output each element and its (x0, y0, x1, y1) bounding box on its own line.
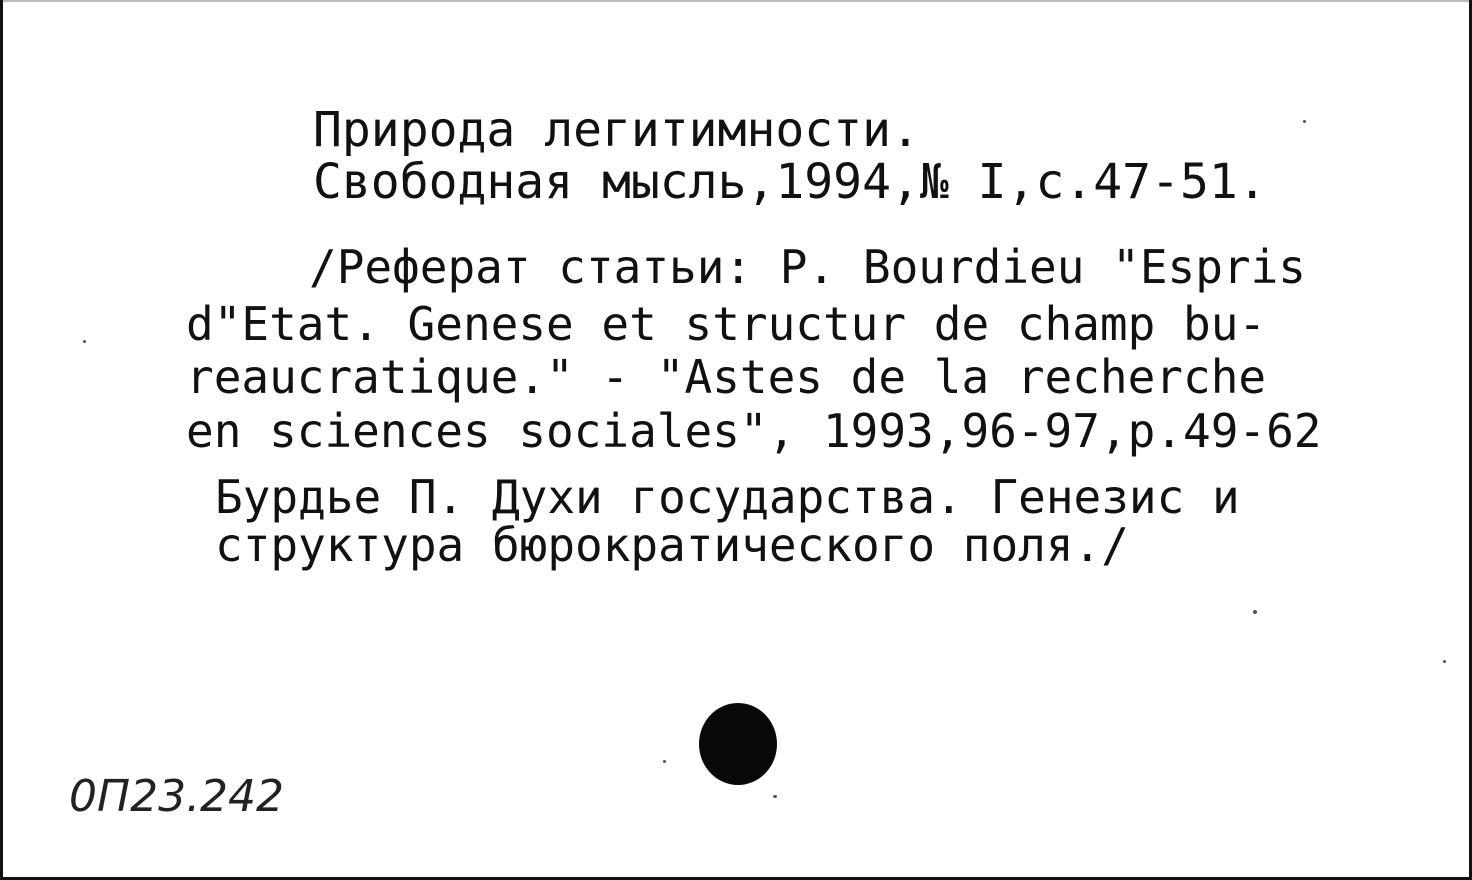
translation-line: Бурдье П. Духи государства. Генезис и (215, 470, 1240, 524)
card-top-edge (3, 0, 1469, 2)
abstract-line: reaucratique." - "Astes de la recherche (186, 350, 1267, 404)
call-number: 0П23.242 (69, 771, 285, 822)
scan-speck (1443, 660, 1446, 663)
source-line: Свободная мысль,1994,№ I,с.47-51. (313, 154, 1267, 210)
scan-speck (1303, 120, 1306, 123)
abstract-line: en sciences sociales", 1993,96-97,p.49-62 (186, 404, 1322, 458)
title-line: Природа легитимности. (313, 102, 920, 158)
abstract-line: d"Etat. Genese et structur de champ bu- (186, 297, 1267, 351)
scan-speck (1253, 610, 1257, 614)
scan-speck (663, 760, 666, 763)
abstract-line: /Реферат статьи: P. Bourdieu "Espris (309, 240, 1306, 294)
scan-speck (773, 795, 777, 798)
translation-line: структура бюрократического поля./ (215, 518, 1129, 572)
scan-speck (83, 340, 86, 343)
punch-hole (699, 703, 777, 785)
